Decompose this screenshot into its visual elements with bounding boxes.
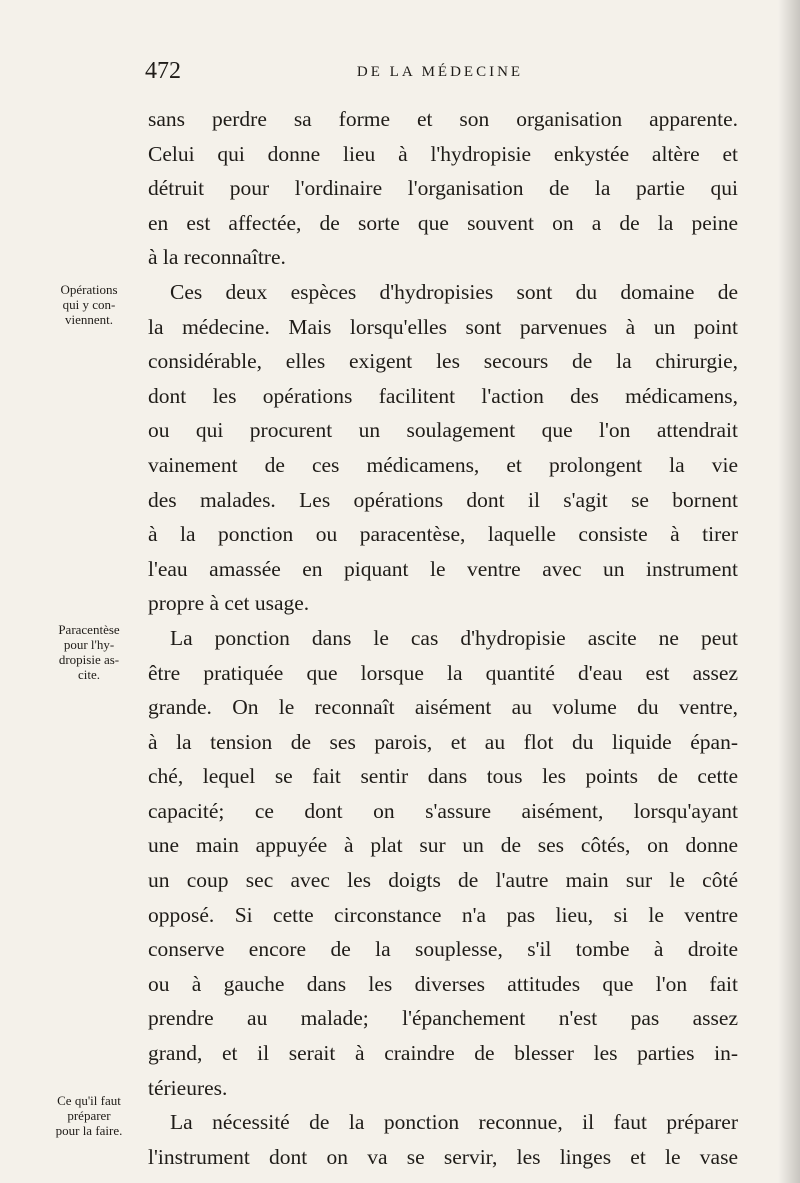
- text-line: à la tension de ses parois, et au flot du liquide épan-: [148, 729, 738, 754]
- page-number: 472: [145, 58, 181, 84]
- margin-note-line: qui y con-: [62, 297, 116, 312]
- text-line: un coup sec avec les doigts de l'autre main sur le côté: [148, 868, 738, 893]
- text-line: opposé. Si cette circonstance n'a pas lieu, si le ventre: [148, 902, 738, 927]
- text-line: La nécessité de la ponction reconnue, il faut préparer: [170, 1110, 738, 1135]
- text-line: propre à cet usage.: [148, 591, 310, 616]
- text-line: à la ponction ou paracentèse, laquelle consiste à tirer: [148, 522, 738, 547]
- running-title: DE LA MÉDECINE: [356, 64, 524, 80]
- margin-note-line: cite.: [77, 667, 100, 682]
- text-line: prendre au malade; l'épanchement n'est pas assez: [148, 1006, 738, 1031]
- margin-note-line: dropisie as-: [58, 652, 120, 667]
- margin-note-line: viennent.: [64, 312, 113, 327]
- margin-note-line: pour la faire.: [55, 1123, 123, 1138]
- text-line: ché, lequel se fait sentir dans tous les points de cette: [148, 764, 738, 789]
- text-line: ou qui procurent un soulagement que l'on attendrait: [148, 418, 738, 443]
- text-line: être pratiquée que lorsque la quantité d'eau est assez: [148, 660, 738, 685]
- text-line: l'instrument dont on va se servir, les linges et le vase: [148, 1144, 738, 1169]
- text-line: térieures.: [148, 1075, 228, 1100]
- text-line: Celui qui donne lieu à l'hydropisie enkystée altère et: [148, 141, 738, 166]
- text-line: vainement de ces médicamens, et prolongent la vie: [148, 452, 738, 477]
- text-line: conserve encore de la souplesse, s'il tombe à droite: [148, 937, 738, 962]
- text-line: La ponction dans le cas d'hydropisie ascite ne peut: [170, 625, 738, 650]
- margin-note-line: pour l'hy-: [63, 637, 115, 652]
- margin-note-line: préparer: [67, 1108, 111, 1123]
- body-text: [148, 102, 738, 1174]
- text-line: à la reconnaître.: [148, 245, 286, 270]
- text-line: en est affectée, de sorte que souvent on a de la peine: [148, 210, 738, 235]
- text-line: la médecine. Mais lorsqu'elles sont parvenues à un point: [148, 314, 738, 339]
- text-line: Ces deux espèces d'hydropisies sont du domaine de: [170, 279, 738, 304]
- text-line: ou à gauche dans les diverses attitudes que l'on fait: [148, 971, 738, 996]
- text-line: des malades. Les opérations dont il s'agit se bornent: [148, 487, 738, 512]
- text-line: détruit pour l'ordinaire l'organisation de la partie qui: [148, 176, 738, 201]
- page-edge-shadow: [778, 0, 800, 1183]
- text-line: grand, et il serait à craindre de blesser les parties in-: [148, 1041, 738, 1066]
- text-line: considérable, elles exigent les secours de la chirurgie,: [148, 349, 738, 374]
- margin-note-line: Ce qu'il faut: [57, 1093, 121, 1108]
- margin-note-line: Paracentèse: [58, 622, 120, 637]
- margin-note-line: Opérations: [60, 282, 118, 297]
- text-line: grande. On le reconnaît aisément au volume du ventre,: [148, 695, 738, 720]
- text-line: l'eau amassée en piquant le ventre avec un instrument: [148, 556, 738, 581]
- text-line: une main appuyée à plat sur un de ses côtés, on donne: [148, 833, 738, 858]
- text-line: capacité; ce dont on s'assure aisément, lorsqu'ayant: [148, 798, 738, 823]
- margin-note-preparation: [30, 1093, 148, 1138]
- page-header: [145, 58, 735, 92]
- text-line: dont les opérations facilitent l'action des médicamens,: [148, 383, 738, 408]
- margin-note-operations: [30, 282, 148, 327]
- text-line: sans perdre sa forme et son organisation apparente.: [148, 107, 738, 131]
- margin-note-paracentese: [30, 622, 148, 682]
